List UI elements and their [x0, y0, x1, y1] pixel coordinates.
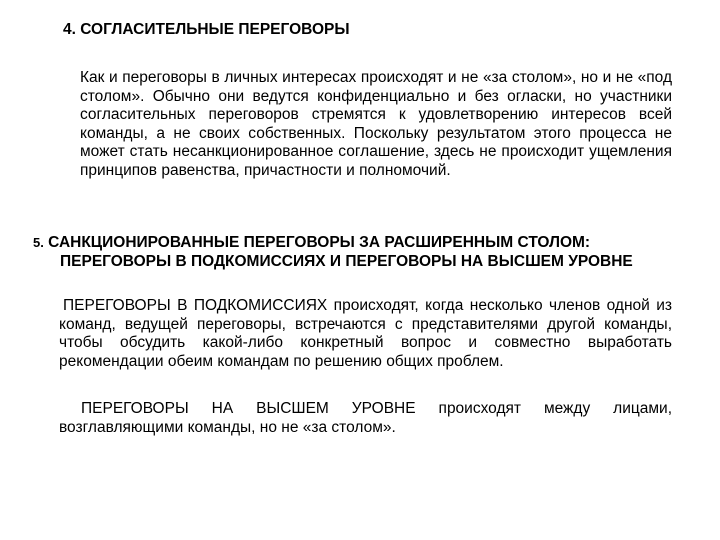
section-5-title-line-2: ПЕРЕГОВОРЫ В ПОДКОМИССИЯХ И ПЕРЕГОВОРЫ НА ВЫСШЕМ УРОВНЕ [60, 253, 633, 270]
section-5-paragraph-2-text: ПЕРЕГОВОРЫ НА ВЫСШЕМ УРОВНЕ происходят между лицами, возглавляющими команды, но не «за столом». [59, 400, 672, 436]
section-5-paragraph-1-text: ПЕРЕГОВОРЫ В ПОДКОМИССИЯХ происходят, когда несколько членов одной из команд, ведущей переговоры, встречаются с представителями другой команды, чтобы обсудить какой-либо конкретный вопрос и совместно выработать рекомендации обеим командам по решению общих проблем. [59, 297, 672, 370]
section-5-paragraph-top-level [59, 400, 672, 437]
section-4-body: Как и переговоры в личных интересах происходят и не «за столом», но и не «под столом». Обычно они ведутся конфиденциально и без огласки, но участники согласительных переговоров стремятся к удовлетворению интересов всей команды, а не своих собственных. Поскольку результатом этого процесса не может стать несанкционированное соглашение, здесь не происходит ущемления принципов равенства, причастности и полномочий. [80, 69, 672, 179]
section-5-number: 5. [33, 235, 44, 250]
section-5-title-line-1: САНКЦИОНИРОВАННЫЕ ПЕРЕГОВОРЫ ЗА РАСШИРЕННЫМ СТОЛОМ: [48, 234, 591, 251]
section-5-title [33, 233, 683, 271]
section-4-title: 4. СОГЛАСИТЕЛЬНЫЕ ПЕРЕГОВОРЫ [63, 21, 350, 38]
section-5-paragraph-subcommittees [59, 297, 672, 371]
